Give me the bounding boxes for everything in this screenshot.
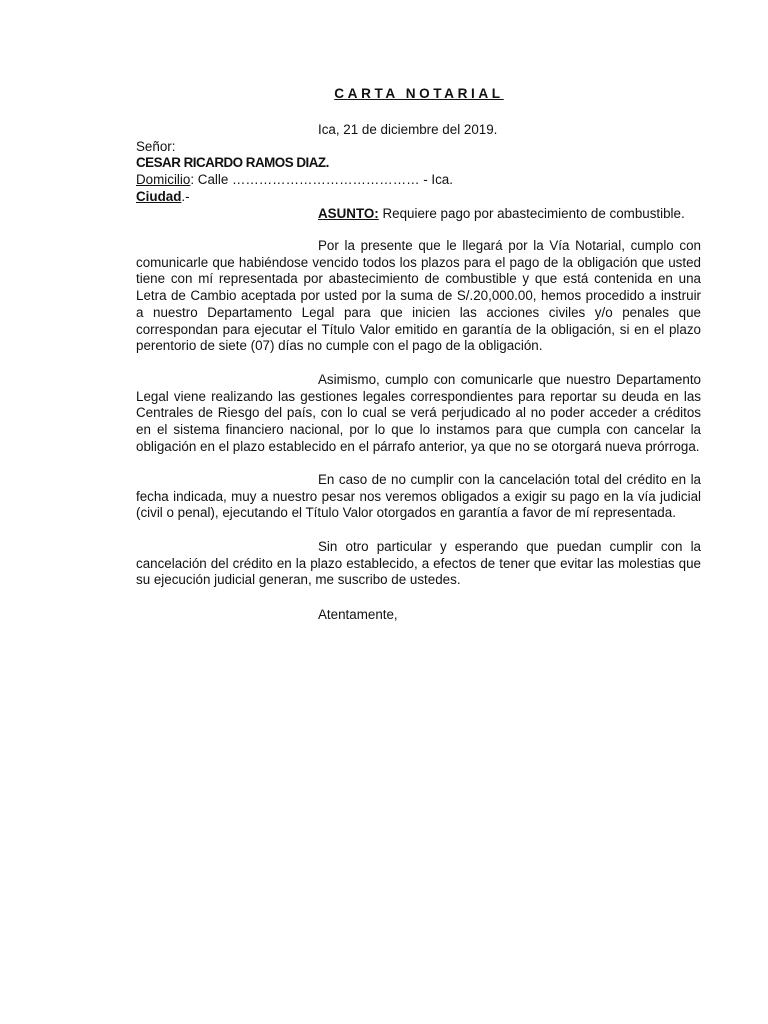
salutation: Señor:: [136, 139, 176, 154]
domicilio-label: Domicilio: [136, 172, 191, 187]
asunto-line: [318, 205, 685, 222]
asunto-label: ASUNTO:: [318, 206, 379, 221]
domicilio-line: [136, 171, 453, 188]
recipient-name: CESAR RICARDO RAMOS DIAZ.: [136, 155, 329, 170]
closing: Atentamente,: [318, 607, 398, 622]
ciudad-value: .-: [181, 189, 190, 204]
body-paragraph-1: Por la presente que le llegará por la Vía Notarial, cumplo con comunicarle que habiéndose vencido todos los plazos para el pago de la obligación que usted tiene con mí representada por abastecimiento de combustible y que está contenida en una Letra de Cambio aceptada por usted por la suma de S/.20,000.00, hemos procedido a instruir a nuestro Departamento Legal para que inicien las acciones civiles y/o penales que correspondan para ejecutar el Título Valor emitido en garantía de la obligación, si en el plazo perentorio de siete (07) días no cumple con el pago de la obligación.: [136, 238, 701, 354]
ciudad-label: Ciudad: [136, 189, 182, 204]
asunto-value: Requiere pago por abastecimiento de combustible.: [378, 206, 685, 221]
body-paragraph-3: En caso de no cumplir con la cancelación total del crédito en la fecha indicada, muy a nuestro pesar nos veremos obligados a exigir su pago en la vía judicial (civil o penal), ejecutando el Título Valor otorgados en garantía a favor de mí representada.: [136, 472, 701, 521]
domicilio-value: : Calle …………………………………… - Ica.: [190, 172, 453, 187]
letter-date: Ica, 21 de diciembre del 2019.: [318, 122, 498, 137]
body-paragraph-2: Asimismo, cumplo con comunicarle que nuestro Departamento Legal viene realizando las gestiones legales correspondientes para reportar su deuda en las Centrales de Riesgo del país, con lo cual se verá perjudicado al no poder acceder a créditos en el sistema financiero nacional, por lo que lo instamos para que cumpla con cancelar la obligación en el plazo establecido en el párrafo anterior, ya que no se otorgará nueva prórroga.: [136, 372, 701, 454]
body-paragraph-4: Sin otro particular y esperando que puedan cumplir con la cancelación del crédito en la plazo establecido, a efectos de tener que evitar las molestias que su ejecución judicial generan, me suscribo de ustedes.: [136, 539, 701, 588]
ciudad-line: [136, 188, 190, 205]
letter-title: CARTA NOTARIAL: [334, 86, 504, 101]
